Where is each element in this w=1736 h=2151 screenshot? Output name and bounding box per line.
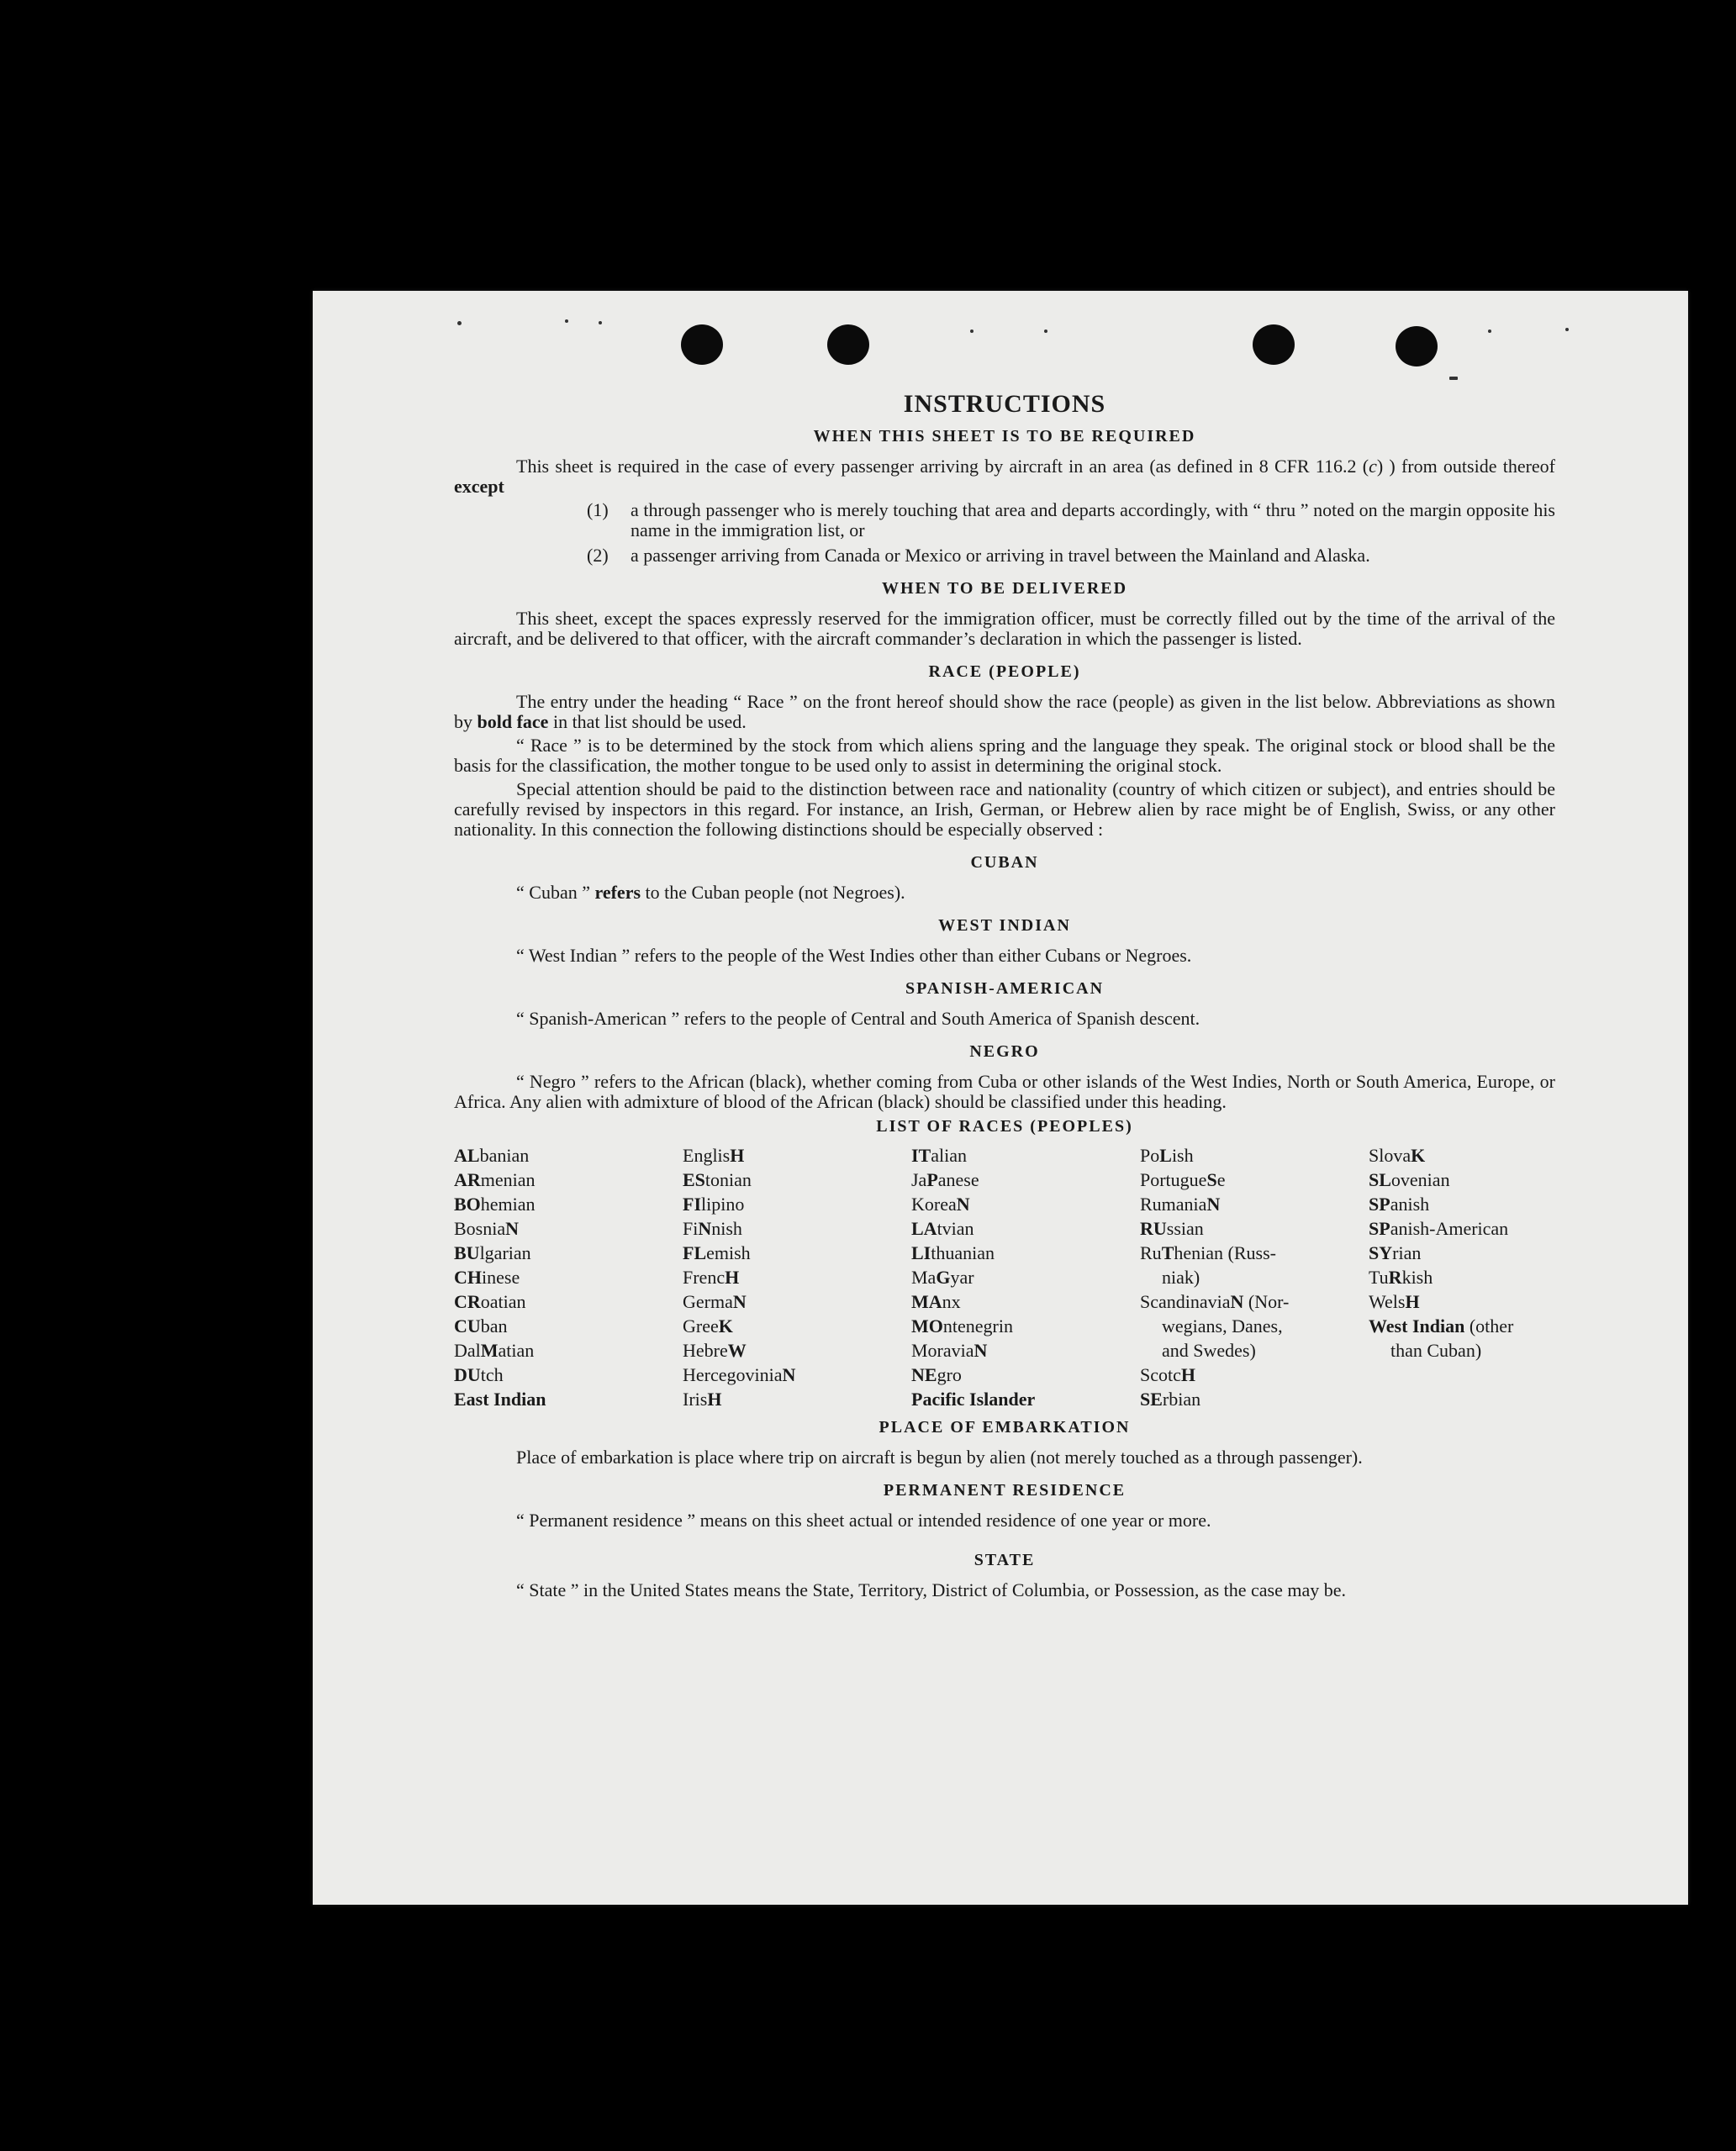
race-entry: BosniaN [454, 1218, 520, 1239]
race-entry: PoLish [1140, 1145, 1194, 1166]
race-entry: GermaN [683, 1291, 747, 1312]
races-list [454, 1143, 1555, 1411]
race-entry: MAnx [911, 1291, 961, 1312]
document-title: INSTRUCTIONS [903, 390, 1106, 418]
race-entry: EnglisH [683, 1145, 745, 1166]
race-entry: SLovenian [1369, 1169, 1450, 1190]
race-entry: LAtvian [911, 1218, 974, 1239]
race-entry: SlovaK [1369, 1145, 1426, 1166]
paragraph-embarkation: Place of embarkation is place where trip on aircraft is begun by alien (not merely touched as a through passenger). [516, 1447, 1363, 1468]
race-entry: BUlgarian [454, 1242, 531, 1263]
race-entry: ITalian [911, 1145, 968, 1166]
speck [1565, 328, 1569, 331]
speck [457, 321, 462, 325]
race-entry: NEgro [911, 1364, 962, 1385]
race-entry: MOntenegrin [911, 1315, 1013, 1336]
race-entry: JaPanese [911, 1169, 979, 1190]
race-entry: BOhemian [454, 1194, 536, 1215]
races-column-3 [911, 1143, 1140, 1411]
race-entry: GreeK [683, 1315, 733, 1336]
race-entry: DUtch [454, 1364, 504, 1385]
speck [599, 321, 602, 324]
race-entry: and Swedes) [1162, 1340, 1256, 1361]
race-entry: wegians, Danes, [1162, 1315, 1283, 1336]
paragraph-cuban: “ Cuban ” refers to the Cuban people (not Negroes). [516, 882, 905, 903]
speck [565, 319, 568, 323]
exception-item-2: (2) a passenger arriving from Canada or Mexico or arriving in travel between the Mainland and Alaska. [587, 545, 1370, 566]
punch-hole-2 [827, 324, 869, 365]
heading-state: STATE [974, 1551, 1036, 1569]
punch-hole-3 [1253, 324, 1295, 365]
speck [1044, 330, 1047, 333]
race-entry: niak) [1162, 1267, 1200, 1288]
heading-race: RACE (PEOPLE) [928, 662, 1081, 681]
heading-west-indian: WEST INDIAN [938, 916, 1071, 935]
heading-place-of-embarkation: PLACE OF EMBARKATION [879, 1418, 1131, 1437]
paragraph-race-2: “ Race ” is to be determined by the stock from which aliens spring and the language they speak. The original stock or blood shall be the basis for the classification, the mother tongue to be used only to assist in determining the original stock. [454, 735, 1555, 776]
race-entry: East Indian [454, 1389, 546, 1410]
races-column-1 [454, 1143, 683, 1411]
race-entry: CRoatian [454, 1291, 526, 1312]
paragraph-negro: “ Negro ” refers to the African (black), whether coming from Cuba or other islands of the West Indies, North or South America, Europe, or Africa. Any alien with admixture of blood of the African (black) should be classified under this heading. [454, 1071, 1555, 1112]
heading-permanent-residence: PERMANENT RESIDENCE [883, 1481, 1127, 1500]
race-entry: HebreW [683, 1340, 747, 1361]
race-entry: Pacific Islander [911, 1389, 1036, 1410]
paragraph-state: “ State ” in the United States means the State, Territory, District of Columbia, or Possession, as the case may be. [516, 1579, 1347, 1600]
exception-item-1: (1) a through passenger who is merely touching that area and departs accordingly, with “ thru ” noted on the margin opposite his name in the immigration list, or [587, 499, 1555, 540]
paragraph-race-3: Special attention should be paid to the distinction between race and nationality (country of which citizen or subject), and entries should be carefully revised by inspectors in this regard. For instance, an Irish, German, or Hebrew alien by race might be of English, Swiss, or any other nationality. In this connection the following distinctions should be especially observed : [454, 778, 1555, 840]
race-entry: PortugueSe [1140, 1169, 1226, 1190]
race-entry: SYrian [1369, 1242, 1422, 1263]
races-column-2 [683, 1143, 911, 1411]
race-entry: TuRkish [1369, 1267, 1433, 1288]
race-entry: EStonian [683, 1169, 752, 1190]
races-column-4 [1140, 1143, 1369, 1411]
document-page [313, 291, 1688, 1905]
heading-when-delivered: WHEN TO BE DELIVERED [881, 579, 1128, 598]
paragraph-when-required: This sheet is required in the case of every passenger arriving by aircraft in an area (as defined in 8 CFR 116.2 (c) ) from outside thereof except [454, 456, 1556, 497]
race-entry: than Cuban) [1390, 1340, 1482, 1361]
paragraph-spanish-american: “ Spanish-American ” refers to the people of Central and South America of Spanish descent. [516, 1008, 1200, 1029]
heading-negro: NEGRO [969, 1042, 1040, 1061]
speck [970, 330, 974, 333]
race-entry: KoreaN [911, 1194, 970, 1215]
race-entry: DalMatian [454, 1340, 535, 1361]
race-entry: SPanish [1369, 1194, 1430, 1215]
paragraph-west-indian: “ West Indian ” refers to the people of the West Indies other than either Cubans or Negroes. [516, 945, 1192, 966]
race-entry: FrencH [683, 1267, 740, 1288]
race-entry: ScotcH [1140, 1364, 1196, 1385]
race-entry: ScandinaviaN (Nor- [1140, 1291, 1290, 1312]
race-entry: ALbanian [454, 1145, 530, 1166]
paragraph-when-delivered: This sheet, except the spaces expressly reserved for the immigration officer, must be correctly filled out by the time of the arrival of the aircraft, and be delivered to that officer, with the aircraft commander’s declaration in which the passenger is listed. [454, 608, 1555, 649]
race-entry: MoraviaN [911, 1340, 988, 1361]
race-entry: FIlipino [683, 1194, 745, 1215]
paragraph-race-1: The entry under the heading “ Race ” on the front hereof should show the race (people) as given in the list below. Abbreviations as shown by bold face in that list should be used. [454, 691, 1555, 732]
speck [1488, 330, 1491, 333]
race-entry: West Indian (other [1369, 1315, 1514, 1336]
race-entry: RUssian [1140, 1218, 1204, 1239]
heading-cuban: CUBAN [970, 853, 1039, 872]
race-entry: SErbian [1140, 1389, 1201, 1410]
heading-when-required: WHEN THIS SHEET IS TO BE REQUIRED [813, 427, 1196, 445]
heading-list-of-races: LIST OF RACES (PEOPLES) [876, 1117, 1133, 1136]
race-entry: IrisH [683, 1389, 722, 1410]
speck [1449, 377, 1458, 380]
race-entry: FLemish [683, 1242, 751, 1263]
race-entry: WelsH [1369, 1291, 1420, 1312]
race-entry: LIthuanian [911, 1242, 995, 1263]
race-entry: RuThenian (Russ- [1140, 1242, 1276, 1263]
race-entry: SPanish-American [1369, 1218, 1509, 1239]
race-entry: RumaniaN [1140, 1194, 1221, 1215]
race-entry: CUban [454, 1315, 508, 1336]
paragraph-residence: “ Permanent residence ” means on this sheet actual or intended residence of one year or more. [516, 1510, 1211, 1531]
race-entry: MaGyar [911, 1267, 974, 1288]
punch-hole-1 [681, 324, 723, 365]
race-entry: CHinese [454, 1267, 520, 1288]
instructions-content [454, 390, 1555, 1604]
punch-hole-4 [1396, 326, 1438, 366]
races-column-5 [1369, 1143, 1555, 1411]
race-entry: ARmenian [454, 1169, 536, 1190]
race-entry: HercegoviniaN [683, 1364, 796, 1385]
race-entry: FiNnish [683, 1218, 742, 1239]
heading-spanish-american: SPANISH-AMERICAN [905, 979, 1105, 998]
